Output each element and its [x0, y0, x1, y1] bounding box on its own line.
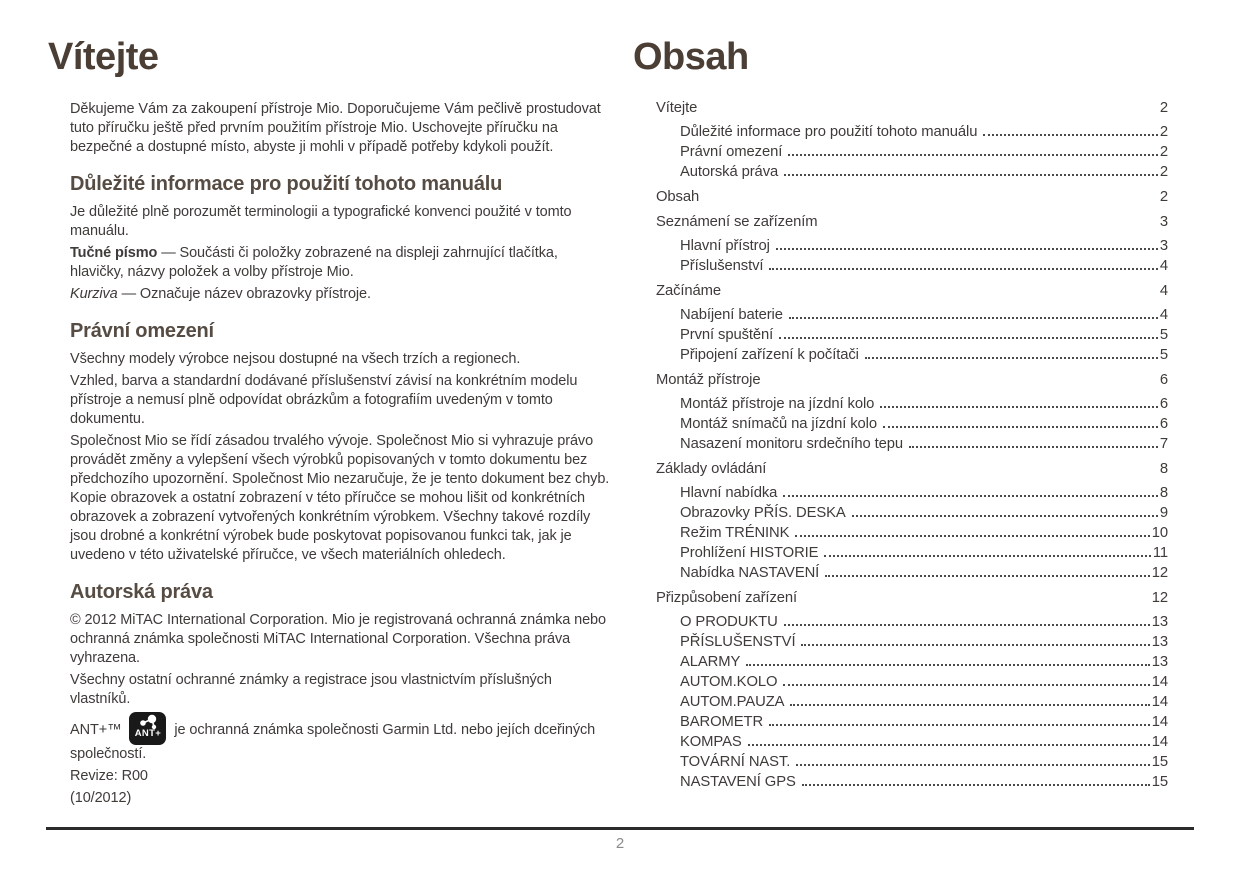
- toc-entry-page-number: 2: [1159, 163, 1168, 180]
- section-heading: Důležité informace pro použití tohoto manuálu: [70, 172, 503, 195]
- toc-entry-page-number: 4: [1159, 306, 1168, 323]
- toc-entry-level2: [656, 563, 1168, 583]
- toc-dot-leader: [783, 495, 1158, 497]
- welcome-column: [48, 38, 610, 811]
- toc-dot-leader: [783, 684, 1149, 686]
- toc-entry-level2: [656, 325, 1168, 345]
- toc-entry-label: AUTOM.PAUZA: [680, 693, 785, 710]
- toc-entry-level2: [656, 414, 1168, 434]
- toc-entry-page-number: 15: [1151, 773, 1168, 790]
- toc-entry-level2: [656, 692, 1168, 712]
- body-paragraph: [70, 372, 615, 429]
- toc-entry-label: Montáž přístroje: [656, 371, 761, 388]
- toc-entry-page-number: 13: [1151, 633, 1168, 650]
- toc-entry-page-number: 6: [1159, 415, 1168, 432]
- toc-entry-level2: [656, 122, 1168, 142]
- toc-entry-page-number: 11: [1152, 544, 1168, 561]
- toc-entry-page-number: 3: [1159, 237, 1168, 254]
- toc-dot-leader: [824, 555, 1150, 557]
- body-paragraph: [70, 244, 615, 282]
- toc-entry-page-number: 14: [1151, 713, 1168, 730]
- body-paragraph: [70, 712, 615, 764]
- body-paragraph: [70, 432, 615, 565]
- toc-entry-label: ALARMY: [680, 653, 741, 670]
- toc-title: Obsah: [633, 36, 749, 78]
- toc-dot-leader: [801, 644, 1149, 646]
- toc-entry-level1: [656, 98, 1168, 118]
- footer-rule: [46, 827, 1194, 830]
- toc-entry-label: Důležité informace pro použití tohoto manuálu: [680, 123, 978, 140]
- welcome-body: [70, 100, 615, 808]
- toc-entry-page-number: 4: [1159, 257, 1168, 274]
- toc-column: [633, 38, 1170, 792]
- toc-entry-level2: [656, 345, 1168, 365]
- toc-entry-page-number: 14: [1151, 673, 1168, 690]
- toc-dot-leader: [784, 624, 1150, 626]
- toc-dot-leader: [779, 337, 1158, 339]
- toc-entry-level2: [656, 612, 1168, 632]
- toc-entry-level2: [656, 652, 1168, 672]
- toc-dot-leader: [789, 317, 1158, 319]
- welcome-sections: [70, 172, 615, 808]
- toc-entry-label: NASTAVENÍ GPS: [680, 773, 796, 790]
- toc-entry-level2: [656, 772, 1168, 792]
- toc-dot-leader: [788, 154, 1158, 156]
- toc-entry-label: PŘÍSLUŠENSTVÍ: [680, 633, 796, 650]
- welcome-title: Vítejte: [48, 36, 159, 78]
- toc-entry-level2: [656, 712, 1168, 732]
- toc-entry-label: BAROMETR: [680, 713, 764, 730]
- text-run: Všechny ostatní ochranné známky a registrace jsou vlastnictvím příslušných vlastníků.: [70, 671, 552, 707]
- toc-entry-label: Obrazovky PŘÍS. DESKA: [680, 504, 846, 521]
- ant-plus-logo-label: ANT+: [134, 727, 162, 739]
- toc-entry-level2: [656, 752, 1168, 772]
- toc-entry-level2: [656, 672, 1168, 692]
- toc-dot-leader: [909, 446, 1158, 448]
- body-paragraph: [70, 671, 615, 709]
- toc-entry-level2: [656, 236, 1168, 256]
- toc-entry-page-number: 6: [1159, 371, 1168, 388]
- toc-entry-page-number: 2: [1159, 123, 1168, 140]
- text-run: — Součásti či položky zobrazené na displeji zahrnující tlačítka, hlavičky, názvy položek a volby přístroje Mio.: [70, 244, 558, 280]
- toc-dot-leader: [748, 744, 1150, 746]
- toc-entry-label: TOVÁRNÍ NAST.: [680, 753, 791, 770]
- section-heading: Autorská práva: [70, 580, 213, 603]
- toc-entry-label: Právní omezení: [680, 143, 783, 160]
- toc-entry-page-number: 15: [1151, 753, 1168, 770]
- footer-page-number: 2: [615, 835, 625, 852]
- toc-entry-label: Obsah: [656, 188, 700, 205]
- text-run: ANT+™: [70, 721, 126, 738]
- toc-entry-page-number: 13: [1151, 613, 1168, 630]
- text-run: © 2012 MiTAC International Corporation. Mio je registrovaná ochranná známka nebo ochranná známka společnosti MiTAC International Corporation. Všechna práva vyhrazena.: [70, 611, 606, 666]
- body-paragraph: [70, 611, 615, 668]
- toc-entry-label: Začínáme: [656, 282, 721, 299]
- toc-entry-label: Montáž snímačů na jízdní kolo: [680, 415, 877, 432]
- toc-entry-label: KOMPAS: [680, 733, 742, 750]
- toc-entry-page-number: 13: [1151, 653, 1168, 670]
- text-run: Je důležité plně porozumět terminologii a typografické konvenci použité v tomto manuálu.: [70, 203, 572, 239]
- toc-entry-label: AUTOM.KOLO: [680, 673, 778, 690]
- toc-entry-label: Příslušenství: [680, 257, 764, 274]
- toc-entry-label: Seznámení se zařízením: [656, 213, 818, 230]
- toc-entry-level2: [656, 543, 1168, 563]
- toc-entry-level1: [656, 212, 1168, 232]
- toc-entry-label: Hlavní přístroj: [680, 237, 770, 254]
- text-run: Vzhled, barva a standardní dodávané příslušenství závisí na konkrétním modelu přístroje a nemusí plně odpovídat obrázkům a fotografiím uvedeným v tomto dokumentu.: [70, 372, 578, 427]
- toc-entry-page-number: 3: [1159, 213, 1168, 230]
- toc-dot-leader: [880, 406, 1158, 408]
- toc-dot-leader: [796, 764, 1149, 766]
- toc-dot-leader: [883, 426, 1158, 428]
- toc-entry-level2: [656, 394, 1168, 414]
- text-run: je ochranná známka společnosti Garmin Ltd. nebo jejích dceřiných společností.: [70, 721, 596, 762]
- body-paragraph: [70, 203, 615, 241]
- toc-entry-level2: [656, 256, 1168, 276]
- body-paragraph: [70, 767, 615, 786]
- toc-entry-label: Nabídka NASTAVENÍ: [680, 564, 820, 581]
- toc-dot-leader: [776, 248, 1158, 250]
- text-run: (10/2012): [70, 789, 132, 806]
- toc-entry-page-number: 14: [1151, 733, 1168, 750]
- toc-entry-level2: [656, 434, 1168, 454]
- toc-entry-level1: [656, 281, 1168, 301]
- toc-entry-level2: [656, 732, 1168, 752]
- toc-entry-page-number: 4: [1159, 282, 1168, 299]
- toc-list: [656, 98, 1168, 792]
- toc-dot-leader: [769, 268, 1157, 270]
- toc-entry-page-number: 2: [1159, 188, 1168, 205]
- toc-entry-label: První spuštění: [680, 326, 774, 343]
- toc-dot-leader: [852, 515, 1158, 517]
- toc-entry-level2: [656, 523, 1168, 543]
- toc-dot-leader: [825, 575, 1150, 577]
- toc-entry-level2: [656, 483, 1168, 503]
- toc-entry-level2: [656, 305, 1168, 325]
- body-paragraph: [70, 350, 615, 369]
- text-run: Všechny modely výrobce nejsou dostupné na všech trzích a regionech.: [70, 350, 521, 367]
- toc-entry-page-number: 2: [1159, 99, 1168, 116]
- toc-entry-level2: [656, 142, 1168, 162]
- toc-entry-level2: [656, 162, 1168, 182]
- toc-entry-label: Prohlížení HISTORIE: [680, 544, 819, 561]
- toc-dot-leader: [784, 174, 1158, 176]
- toc-entry-page-number: 14: [1151, 693, 1168, 710]
- toc-dot-leader: [790, 704, 1149, 706]
- toc-entry-page-number: 8: [1159, 484, 1168, 501]
- toc-entry-page-number: 6: [1159, 395, 1168, 412]
- toc-entry-level2: [656, 503, 1168, 523]
- body-paragraph: [70, 789, 615, 808]
- toc-entry-page-number: 8: [1159, 460, 1168, 477]
- toc-dot-leader: [983, 134, 1157, 136]
- toc-dot-leader: [746, 664, 1149, 666]
- text-run: Kurziva: [70, 285, 118, 302]
- toc-entry-level1: [656, 588, 1168, 608]
- toc-dot-leader: [769, 724, 1150, 726]
- ant-plus-logo-icon: [129, 712, 166, 745]
- toc-dot-leader: [795, 535, 1149, 537]
- toc-entry-page-number: 10: [1151, 524, 1168, 541]
- toc-entry-label: Nasazení monitoru srdečního tepu: [680, 435, 903, 452]
- toc-entry-page-number: 7: [1159, 435, 1168, 452]
- toc-entry-level1: [656, 459, 1168, 479]
- toc-entry-level1: [656, 370, 1168, 390]
- section-heading: Právní omezení: [70, 319, 214, 342]
- toc-entry-label: Základy ovládání: [656, 460, 767, 477]
- toc-entry-label: Hlavní nabídka: [680, 484, 778, 501]
- text-run: Společnost Mio se řídí zásadou trvalého vývoje. Společnost Mio si vyhrazuje právo provádět změny a vylepšení všech výrobků popisovaných v tomto dokumentu bez předchozího upozornění. Společnost Mio nezaručuje, že je tento dokument bez chyb. Kopie obrazovek a ostatní zobrazení v této příručce se mohou lišit od konkrétních obrazovek a zobrazení vytvořených konkrétním výrobkem. Všechny takové rozdíly jsou drobné a konkrétní výrobek bude poskytovat popisovanou funkci tak, jak je uvedeno v této uživatelské příručce, ve všech materiálních ohledech.: [70, 432, 610, 563]
- toc-entry-level1: [656, 187, 1168, 207]
- toc-entry-label: Nabíjení baterie: [680, 306, 783, 323]
- toc-entry-label: Režim TRÉNINK: [680, 524, 790, 541]
- toc-entry-level2: [656, 632, 1168, 652]
- toc-entry-page-number: 12: [1151, 564, 1168, 581]
- toc-dot-leader: [802, 784, 1150, 786]
- toc-entry-page-number: 5: [1159, 326, 1168, 343]
- text-run: — Označuje název obrazovky přístroje.: [117, 285, 371, 302]
- text-run: Revize: R00: [70, 767, 148, 784]
- toc-entry-label: Montáž přístroje na jízdní kolo: [680, 395, 875, 412]
- welcome-intro-paragraph: Děkujeme Vám za zakoupení přístroje Mio. Doporučujeme Vám pečlivě prostudovat tuto příručku ještě před prvním použitím přístroje Mio. Uschovejte příručku na bezpečné a dostupné místo, abyste ji mohli v případě potřeby kdykoli použít.: [70, 100, 601, 155]
- toc-entry-page-number: 2: [1159, 143, 1168, 160]
- text-run: Tučné písmo: [70, 244, 158, 261]
- toc-entry-label: O PRODUKTU: [680, 613, 778, 630]
- toc-entry-label: Vítejte: [656, 99, 698, 116]
- body-paragraph: [70, 285, 615, 304]
- toc-entry-label: Přizpůsobení zařízení: [656, 589, 798, 606]
- toc-entry-page-number: 5: [1159, 346, 1168, 363]
- toc-entry-page-number: 9: [1159, 504, 1168, 521]
- toc-entry-label: Autorská práva: [680, 163, 779, 180]
- toc-dot-leader: [865, 357, 1158, 359]
- toc-entry-label: Připojení zařízení k počítači: [680, 346, 859, 363]
- toc-entry-page-number: 12: [1151, 589, 1168, 606]
